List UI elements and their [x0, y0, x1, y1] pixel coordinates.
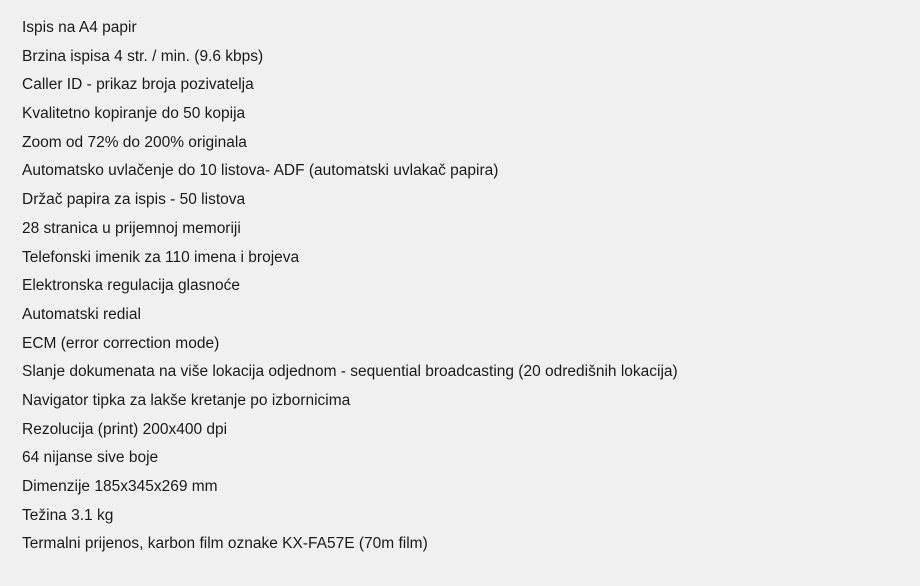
feature-item: Kvalitetno kopiranje do 50 kopija	[22, 105, 246, 123]
feature-item: Rezolucija (print) 200x400 dpi	[22, 420, 228, 438]
feature-item: Elektronska regulacija glasnoće	[22, 277, 240, 295]
feature-item: Termalni prijenos, karbon film oznake KX-FA57E (70m film)	[22, 535, 428, 553]
feature-item: Dimenzije 185x345x269 mm	[22, 478, 218, 495]
feature-item: ECM (error correction mode)	[22, 334, 220, 352]
feature-item: Automatsko uvlačenje do 10 listova- ADF (automatski uvlakač papira)	[22, 162, 499, 180]
feature-item: Brzina ispisa 4 str. / min. (9.6 kbps)	[22, 47, 264, 65]
feature-item: Navigator tipka za lakše kretanje po izbornicima	[22, 391, 351, 409]
feature-item: Zoom od 72% do 200% originala	[22, 133, 247, 151]
feature-item: Telefonski imenik za 110 imena i brojeva	[22, 248, 300, 266]
feature-list	[22, 14, 902, 559]
feature-item: Ispis na A4 papir	[22, 19, 137, 36]
feature-item: Težina 3.1 kg	[22, 506, 114, 524]
feature-item: Caller ID - prikaz broja pozivatelja	[22, 76, 254, 94]
feature-item: 64 nijanse sive boje	[22, 449, 159, 467]
feature-item: Automatski redial	[22, 305, 141, 323]
feature-item: Držač papira za ispis - 50 listova	[22, 191, 246, 209]
feature-item: Slanje dokumenata na više lokacija odjednom - sequential broadcasting (20 odredišnih lokacija)	[22, 363, 678, 381]
feature-item: 28 stranica u prijemnoj memoriji	[22, 219, 241, 237]
